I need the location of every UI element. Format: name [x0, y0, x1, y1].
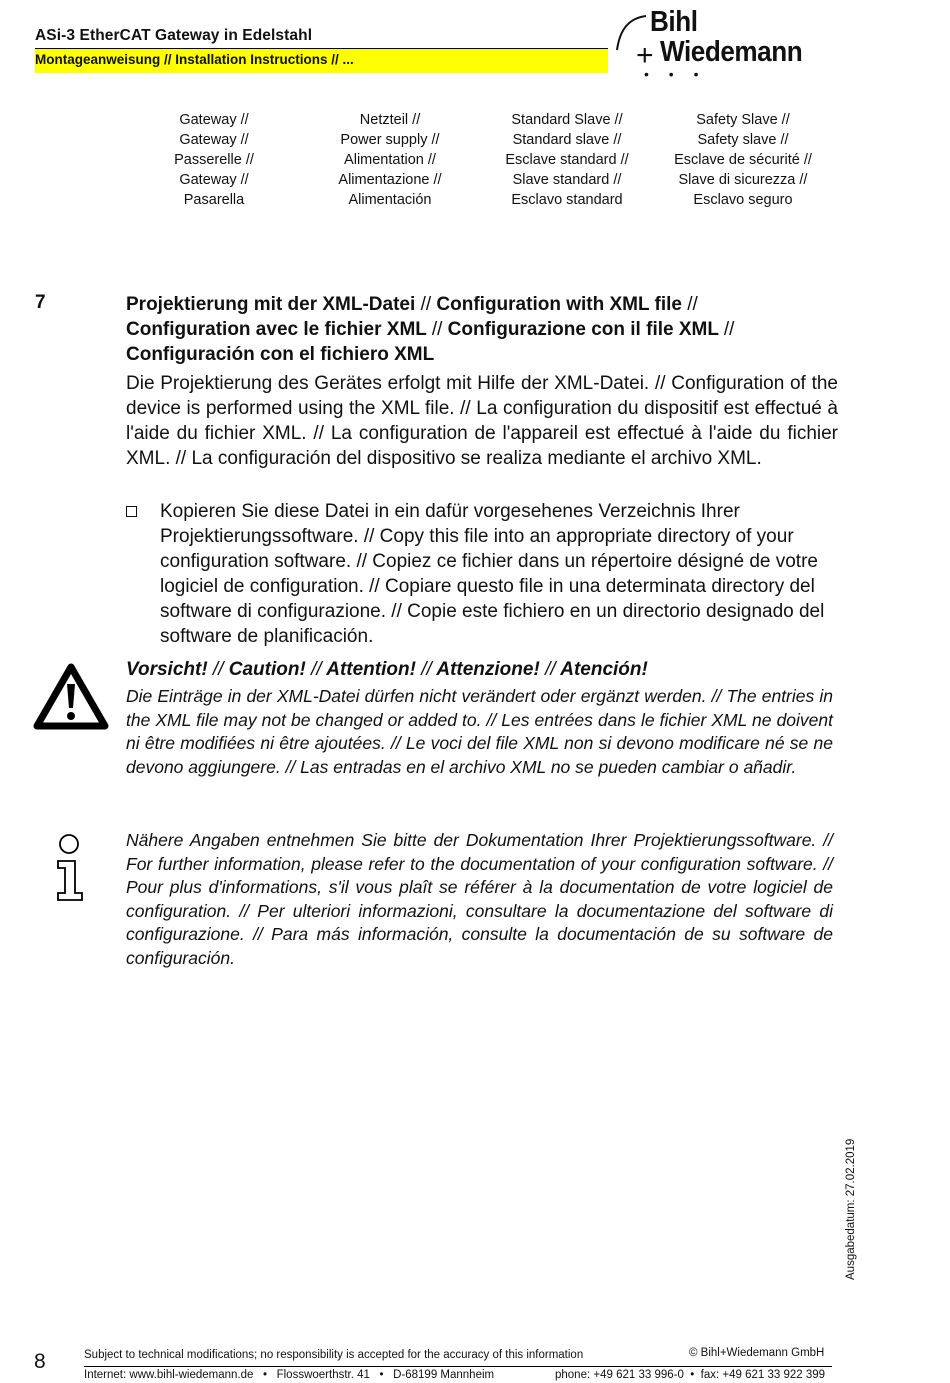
warning-triangle-icon — [32, 662, 110, 732]
category-line: Alimentación — [348, 192, 432, 208]
category-line: Standard slave // — [512, 132, 622, 148]
caution-separator: // — [311, 659, 322, 680]
logo-line2: Wiedemann — [660, 36, 803, 68]
caution-text: Die Einträge in der XML-Datei dürfen nicht verändert oder ergänzt werden. // The entries in the XML file may not be changed or added to. // Les entrées dans le fichier XML ne doivent ni être modifiées ni être ajoutées. // Le voci del file XML non si devono modificare né se ne devono aggiungere. // Las entradas en el archivo XML no se pueden cambiar o añadir. — [126, 686, 833, 777]
heading-separator: // — [687, 294, 698, 315]
footer-copyright: © Bihl+Wiedemann GmbH — [689, 1347, 825, 1359]
category-safety-slave — [648, 110, 838, 210]
footer-disclaimer: Subject to technical modifications; no responsibility is accepted for the accuracy of this information — [84, 1349, 584, 1361]
category-line: Power supply // — [340, 132, 440, 148]
issue-date: Ausgabedatum: 27.02.2019 — [845, 1138, 857, 1280]
caution-separator: // — [212, 659, 224, 680]
caution-separator: // — [545, 659, 556, 680]
category-line: Esclave de sécurité // — [674, 152, 812, 168]
document-title: ASi-3 EtherCAT Gateway in Edelstahl — [35, 27, 313, 44]
caution-fr: Attention! — [326, 659, 416, 680]
caution-separator: // — [421, 659, 432, 680]
heading-fr: Configuration avec le fichier XML — [126, 319, 427, 340]
footer-phone: phone: +49 621 33 996-0 • fax: +49 621 33 922 399 — [555, 1369, 826, 1381]
company-logo — [612, 6, 837, 82]
logo-plus: + — [636, 39, 654, 72]
heading-es: Configuración con el fichiero XML — [126, 344, 435, 365]
heading-separator: // — [420, 294, 432, 315]
logo-dots: • • • — [644, 66, 707, 82]
heading-it: Configurazione con il file XML — [447, 319, 719, 340]
logo-line1: Bihl — [650, 6, 698, 38]
category-line: Gateway // — [179, 132, 249, 148]
section-number: 7 — [35, 292, 46, 313]
caution-title — [126, 659, 648, 681]
info-icon — [55, 833, 85, 903]
section-heading — [126, 292, 846, 367]
category-standard-slave — [472, 110, 662, 210]
heading-de: Projektierung mit der XML-Datei — [126, 294, 416, 315]
category-line: Gateway // — [179, 112, 249, 128]
intro-paragraph: Die Projektierung des Gerätes erfolgt mit Hilfe der XML-Datei. // Configuration of the device is performed using the XML file. // La configuration du dispositif est effectué à l'aide du fichier XML. // La configuration de l'appareil est effectué à l'aide du fichier XML. // La configuración del dispositivo se realiza mediante el archivo XML. — [126, 373, 838, 469]
checkbox-bullet-icon — [126, 506, 137, 517]
caution-de: Vorsicht! — [126, 659, 208, 680]
info-text: Nähere Angaben entnehmen Sie bitte der Dokumentation Ihrer Projektierungssoftware. // For further information, please refer to the documentation of your configuration software. // Pour plus d'informations, s'il vous plaît se référer à la documentation de votre logiciel de configuration. // Per ulteriori informazioni, consultare la documentazione del software di configurazione. // Para más información, consulte la documentación de su software de configuración. — [126, 830, 833, 968]
category-line: Slave standard // — [512, 172, 622, 188]
category-line: Passerelle // — [174, 152, 254, 168]
bullet-instruction: Kopieren Sie diese Datei in ein dafür vorgesehenes Verzeichnis Ihrer Projektierungssoftware. // Copy this file into an appropriate directory of your configuration software. // Copiez ce fichier dans un répertoire désigné de votre logiciel de configuration. // Copiare questo file in una determinata directory del software di configurazione. // Copie este fichiero en un directorio designado del software de planificación. — [160, 501, 825, 647]
category-line: Alimentazione // — [338, 172, 442, 188]
category-line: Esclavo standard — [511, 192, 623, 208]
heading-separator: // — [431, 319, 443, 340]
category-line: Esclave standard // — [505, 152, 629, 168]
category-line: Safety Slave // — [696, 112, 790, 128]
category-power-supply — [295, 110, 485, 210]
document-subtitle: Montageanweisung // Installation Instructions // ... — [35, 52, 354, 67]
heading-separator: // — [723, 319, 735, 340]
page-number: 8 — [34, 1350, 46, 1373]
caution-en: Caution! — [228, 659, 306, 680]
heading-en: Configuration with XML file — [436, 294, 682, 315]
category-line: Netzteil // — [359, 112, 421, 128]
caution-es: Atención! — [560, 659, 648, 680]
subtitle-bar — [35, 49, 608, 73]
category-line: Alimentation // — [344, 152, 436, 168]
footer-address: Internet: www.bihl-wiedemann.de • Flosswoerthstr. 41 • D-68199 Mannheim — [84, 1369, 495, 1381]
category-gateway — [119, 110, 309, 210]
category-line: Safety slave // — [697, 132, 789, 148]
category-line: Slave di sicurezza // — [678, 172, 808, 188]
category-line: Pasarella — [183, 192, 245, 208]
category-line: Esclavo seguro — [693, 192, 793, 208]
footer-divider — [84, 1366, 832, 1367]
category-line: Standard Slave // — [511, 112, 623, 128]
caution-it: Attenzione! — [436, 659, 540, 680]
category-line: Gateway // — [179, 172, 249, 188]
